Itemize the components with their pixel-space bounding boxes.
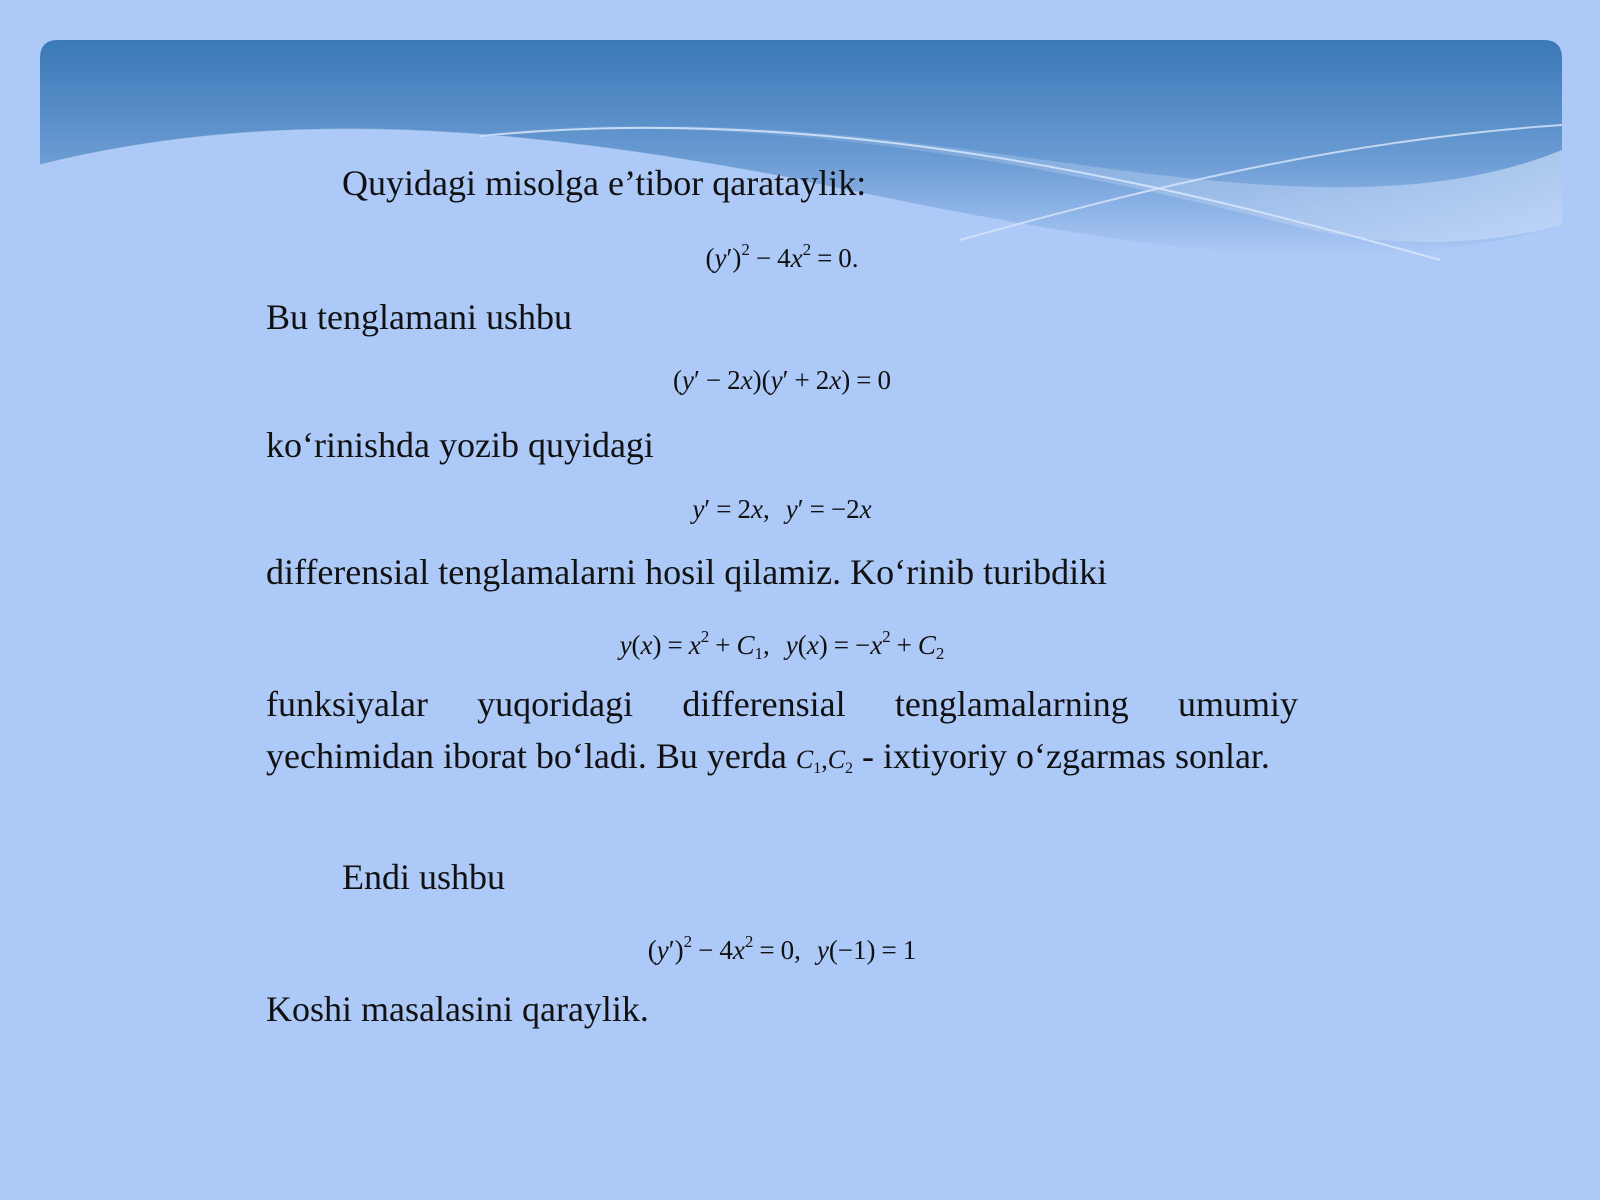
text-3: ko‘rinishda yozib quyidagi [266, 425, 654, 465]
paragraph-intro [266, 157, 1298, 209]
text-2: Bu tenglamani ushbu [266, 297, 572, 337]
text-intro: Quyidagi misolga e’tibor qarataylik: [342, 163, 867, 203]
paragraph-5 [266, 678, 1298, 795]
paragraph-7 [266, 983, 1298, 1035]
paragraph-2 [266, 291, 1298, 343]
formula-split: y′ = 2x, y′ = −2x [692, 494, 872, 524]
formula-cauchy: $(y')^2 - 4x^2 = 0$, y(−1) = 1 [647, 932, 917, 965]
formula-factored: (y′ − 2x)(y′ + 2x) = 0 [673, 365, 891, 395]
paragraph-6 [266, 851, 1298, 903]
text-6: Endi ushbu [342, 857, 506, 897]
text-7: Koshi masalasini qaraylik. [266, 989, 649, 1029]
formula-equation-1: $(y')^2 - 4x^2 = 0$. [705, 240, 859, 273]
formula-solutions: $y(x) = x^2 + C_1$, $y(x) = -x^2 + C_2$ [619, 627, 945, 663]
text-4: differensial tenglamalarni hosil qilamiz. Ko‘rinib turibdiki [266, 552, 1108, 592]
paragraph-4 [266, 546, 1298, 598]
inline-constants: $C_1,C_2$ [795, 745, 854, 777]
paragraph-3 [266, 419, 1298, 471]
text-5: funksiyalar yuqoridagi differensial tenglamalarning umumiy yechimidan iborat bo‘ladi. Bu yerda $C_1,C_2$ - ixtiyoriy o‘zgarmas sonlar. [266, 684, 1298, 777]
